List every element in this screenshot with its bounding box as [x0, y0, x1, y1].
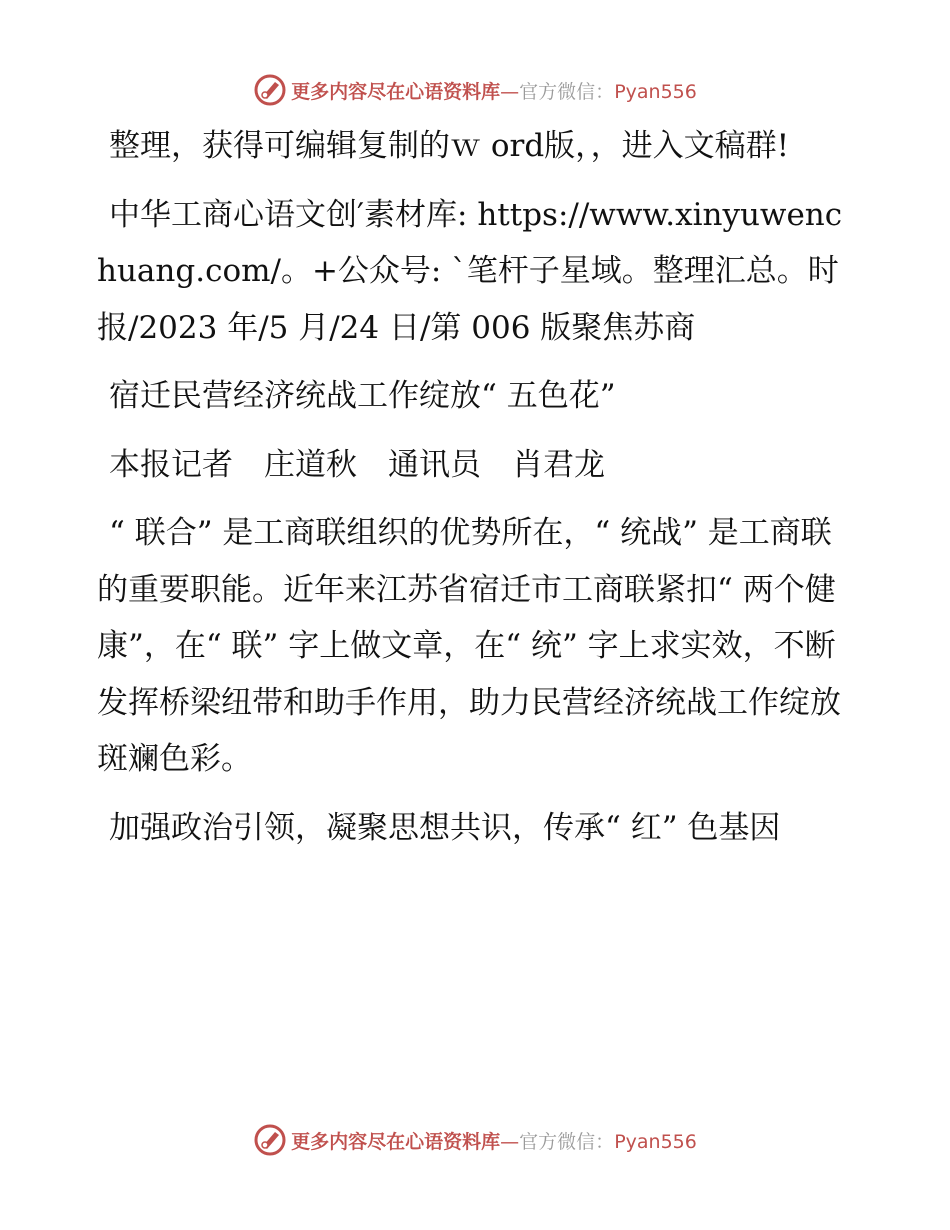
logo-icon — [253, 1123, 287, 1157]
banner-main-text: 更多内容尽在心语资料库 — [291, 1130, 501, 1153]
article-byline: 本报记者 庄道秋 通讯员 肖君龙 — [109, 446, 605, 483]
section-heading: 加强政治引领，凝聚思想共识，传承“ 红” 色基因 — [109, 809, 781, 846]
logo-icon — [253, 73, 287, 107]
banner-dash: — — [500, 80, 520, 103]
document-body — [97, 118, 857, 868]
paragraph-intro: 整理，获得可编辑复制的ｗ ord版，，进入文稿群! — [109, 128, 790, 164]
paragraph-body: “ 联合” 是工商联组织的优势所在，“ 统战” 是工商联的重要职能。近年来江苏省宿迁市工商联紧扣“ 两个健康”，在“ 联” 字上做文章，在“ 统” 字上求实效，不断发挥桥梁纽带和助手作用，助力民营经济统战工作绽放斑斓色彩。 — [97, 515, 841, 777]
article-title: 宿迁民营经济统战工作绽放“ 五色花” — [109, 378, 616, 414]
header-banner — [0, 70, 950, 110]
banner-official-label: 官方微信： — [519, 1130, 615, 1153]
footer-banner — [0, 1120, 950, 1160]
banner-wechat-id: Pyan556 — [614, 1130, 697, 1153]
banner-official-label: 官方微信： — [519, 80, 615, 103]
banner-main-text: 更多内容尽在心语资料库 — [291, 80, 501, 103]
banner-dash: — — [500, 1130, 520, 1153]
paragraph-source: 中华工商心语文创′素材库: https://www.xinyuwenchuang.com/。+公众号: `笔杆子星域。整理汇总。时报/2023 年/5 月/24 日/第 006 版聚焦苏商 — [97, 196, 843, 346]
banner-wechat-id: Pyan556 — [614, 80, 697, 103]
